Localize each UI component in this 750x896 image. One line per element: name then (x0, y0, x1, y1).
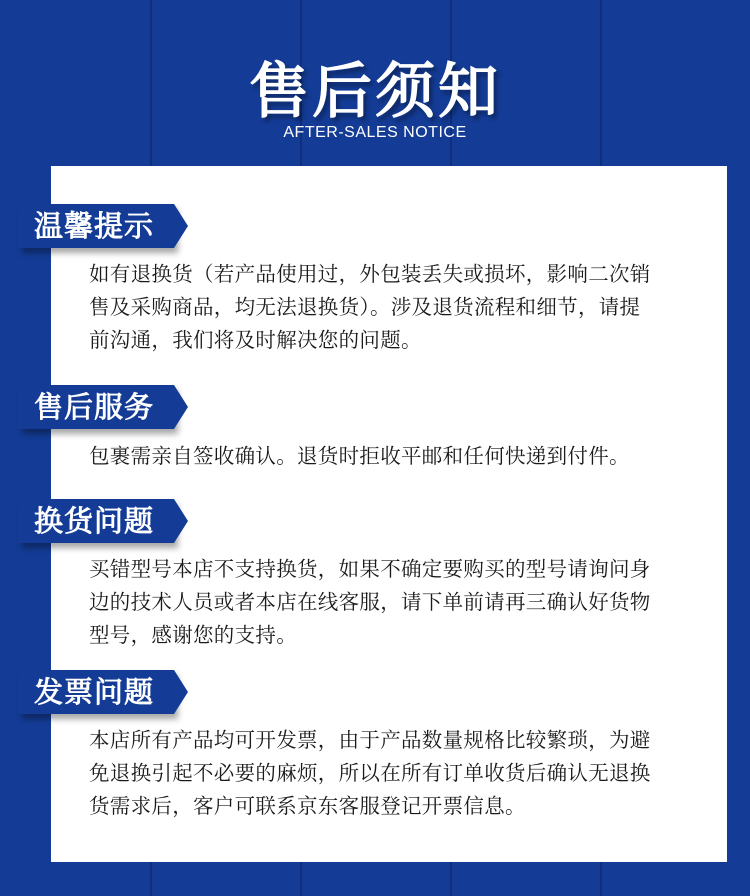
section-body-exchange (89, 553, 689, 652)
body-line: 买错型号本店不支持换货，如果不确定要购买的型号请询问身 (89, 557, 651, 581)
body-line: 本店所有产品均可开发票，由于产品数量规格比较繁琐，为避 (89, 728, 651, 752)
section-tag-tips (18, 204, 174, 248)
section-body-invoice (89, 724, 689, 823)
section-body-service (89, 440, 689, 473)
section-body-tips (89, 258, 689, 357)
tag-fold (174, 499, 188, 543)
page-title: 售后须知 (249, 57, 501, 127)
section-tag-exchange (18, 499, 174, 543)
section-tag-label: 温馨提示 (34, 209, 155, 243)
tag-fold (174, 670, 188, 714)
section-tag-label: 发票问题 (34, 675, 155, 709)
section-tag-label: 换货问题 (34, 504, 155, 538)
body-line: 包裹需亲自签收确认。退货时拒收平邮和任何快递到付件。 (89, 444, 630, 468)
tag-fold (174, 385, 188, 429)
body-line: 边的技术人员或者本店在线客服，请下单前请再三确认好货物 (89, 590, 651, 614)
page-subtitle: AFTER-SALES NOTICE (283, 124, 467, 141)
body-line: 免退换引起不必要的麻烦，所以在所有订单收货后确认无退换 (89, 761, 651, 785)
body-line: 货需求后，客户可联系京东客服登记开票信息。 (89, 794, 526, 818)
body-line: 如有退换货（若产品使用过，外包装丢失或损坏，影响二次销 (89, 262, 651, 286)
body-line: 型号，感谢您的支持。 (89, 623, 297, 647)
body-line: 售及采购商品，均无法退换货）。涉及退货流程和细节，请提 (89, 295, 641, 319)
section-tag-label: 售后服务 (34, 390, 155, 424)
section-tag-invoice (18, 670, 174, 714)
section-tag-service (18, 385, 174, 429)
tag-fold (174, 204, 188, 248)
body-line: 前沟通，我们将及时解决您的问题。 (89, 328, 422, 352)
